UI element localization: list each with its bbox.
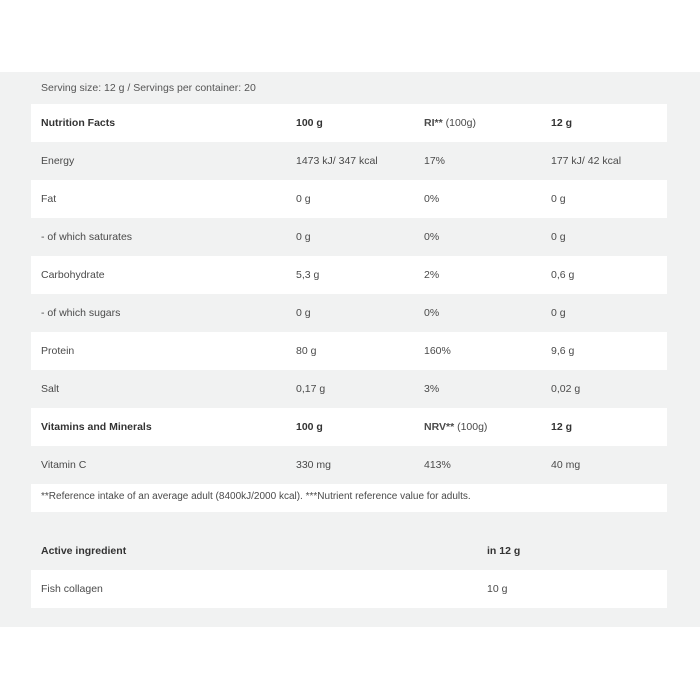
value-12g: 40 mg <box>551 459 581 471</box>
col-active-ingredient: Active ingredient <box>41 545 127 557</box>
nrv-unit: (100g) <box>454 421 488 433</box>
value-nrv: 413% <box>424 459 451 471</box>
value-ri: 0% <box>424 231 440 243</box>
col-nutrition-facts: Nutrition Facts <box>41 117 116 129</box>
nutrition-panel <box>0 72 700 627</box>
ri-unit: (100g) <box>442 117 476 129</box>
serving-info: Serving size: 12 g / Servings per container: 20 <box>41 82 256 94</box>
value-ri: 160% <box>424 345 451 357</box>
active-header-row <box>31 532 667 570</box>
value-ri: 17% <box>424 155 446 167</box>
nutrient-name: Fat <box>41 193 57 205</box>
value-ri: 2% <box>424 269 440 281</box>
value-12g: 9,6 g <box>551 345 575 357</box>
nutrient-name: Protein <box>41 345 75 357</box>
value-100g: 330 mg <box>296 459 332 471</box>
table-row <box>31 142 667 180</box>
col-12g: 12 g <box>551 117 573 129</box>
value-100g: 1473 kJ/ 347 kcal <box>296 155 378 167</box>
col-nrv <box>424 408 487 446</box>
value-100g: 0 g <box>296 307 311 319</box>
value-ri: 0% <box>424 193 440 205</box>
value-12g: 0 g <box>551 231 566 243</box>
table-row <box>31 294 667 332</box>
value-100g: 0,17 g <box>296 383 326 395</box>
value-12g: 0,02 g <box>551 383 581 395</box>
nutrient-name: - of which saturates <box>41 231 133 243</box>
value-12g: 0 g <box>551 307 566 319</box>
nutrient-name: Carbohydrate <box>41 269 105 281</box>
ri-label: RI** <box>424 117 443 129</box>
col-100g: 100 g <box>296 117 323 129</box>
nrv-label: NRV** <box>424 421 455 433</box>
col-vitamins-minerals: Vitamins and Minerals <box>41 421 152 433</box>
table-row <box>31 370 667 408</box>
table-row <box>31 256 667 294</box>
table-row <box>31 180 667 218</box>
nutrient-name: - of which sugars <box>41 307 121 319</box>
value-100g: 0 g <box>296 193 311 205</box>
col-in-12g: in 12 g <box>487 545 521 557</box>
ingredient-name: Fish collagen <box>41 583 103 595</box>
table-row <box>31 570 667 608</box>
table-row <box>31 446 667 484</box>
nutrient-name: Salt <box>41 383 60 395</box>
nutrient-name: Energy <box>41 155 75 167</box>
footnote-text: **Reference intake of an average adult (8400kJ/2000 kcal). ***Nutrient reference value for adults. <box>41 491 471 502</box>
col-12g: 12 g <box>551 421 573 433</box>
table-row <box>31 332 667 370</box>
value-12g: 0,6 g <box>551 269 575 281</box>
value-12g: 0 g <box>551 193 566 205</box>
value-100g: 80 g <box>296 345 317 357</box>
col-ri <box>424 104 476 142</box>
vitamins-header-row <box>31 408 667 446</box>
value-ri: 0% <box>424 307 440 319</box>
nutrient-name: Vitamin C <box>41 459 87 471</box>
value-100g: 5,3 g <box>296 269 320 281</box>
nutrition-header-row <box>31 104 667 142</box>
value-12g: 177 kJ/ 42 kcal <box>551 155 622 167</box>
footnote <box>31 484 667 512</box>
value-100g: 0 g <box>296 231 311 243</box>
value-ri: 3% <box>424 383 440 395</box>
value-in-12g: 10 g <box>487 583 508 595</box>
col-100g: 100 g <box>296 421 323 433</box>
table-row <box>31 218 667 256</box>
